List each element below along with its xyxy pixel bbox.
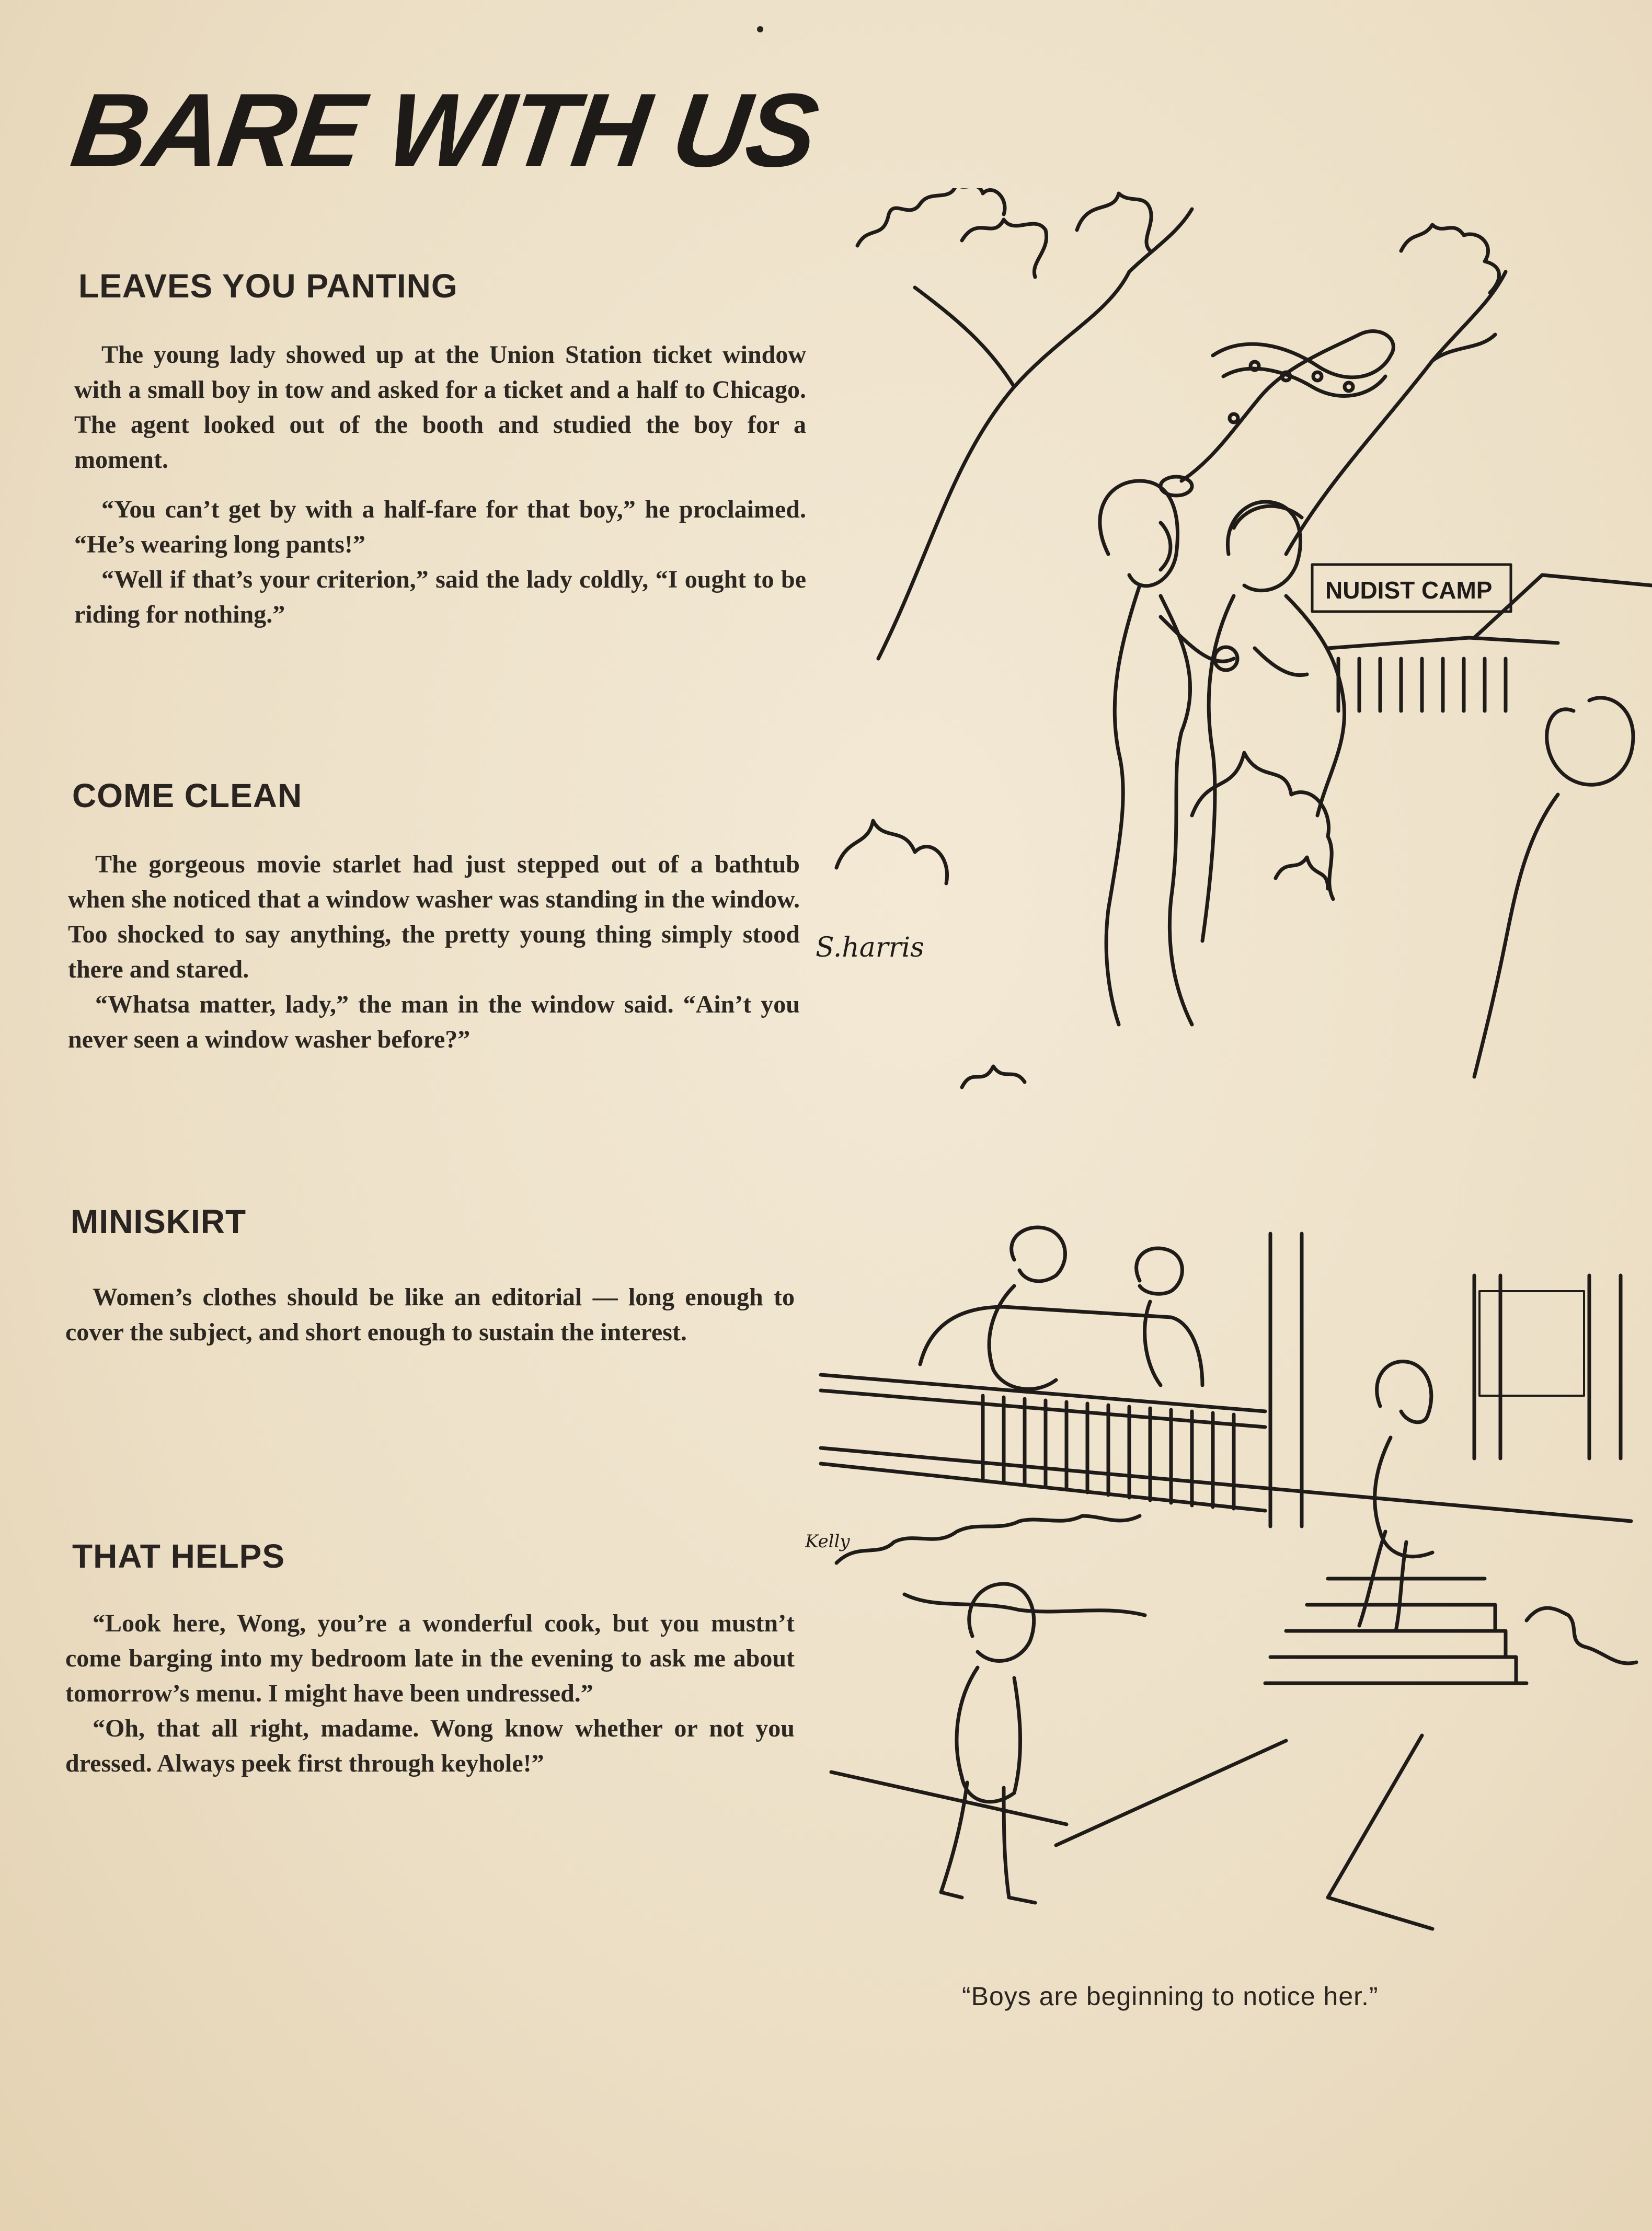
serpent-spot (1345, 383, 1353, 391)
man-on-porch (1137, 1248, 1183, 1294)
serpent-spot (1230, 414, 1238, 422)
paragraph: The gorgeous movie starlet had just stepped out of a bathtub when she noticed that a window washer was standing in the window. Too shocked to say anything, the pretty young thing simply stood there and stared. (68, 850, 800, 983)
ground-scribble (962, 1066, 1025, 1087)
article-that-helps (65, 1606, 795, 1781)
cartoon-signature: Kelly (805, 1531, 850, 1552)
hedge (836, 1516, 1140, 1563)
bush (836, 821, 947, 883)
porch-rail (821, 1464, 1265, 1511)
tree-branch (878, 272, 1129, 659)
cartoon-nudist-camp (816, 188, 1652, 1119)
hedge (904, 1594, 1145, 1615)
porch-step (1286, 1631, 1506, 1657)
woman-on-porch (989, 1286, 1056, 1389)
boy-legs (1004, 1788, 1035, 1903)
adam-body (1286, 596, 1345, 815)
railing-balusters (983, 1396, 1234, 1509)
serpent-spot (1251, 362, 1259, 370)
heading-miniskirt: MINISKIRT (71, 1203, 247, 1240)
foreground-figure (1547, 698, 1633, 785)
walkway (1056, 1741, 1286, 1845)
cartoon-caption: “Boys are beginning to notice her.” (962, 1982, 1379, 2011)
paragraph: Women’s clothes should be like an editorial — long enough to cover the subject, and short enough to sustain the interest. (65, 1283, 795, 1346)
walkway (1328, 1735, 1422, 1898)
tree-branch (1286, 272, 1506, 554)
eve-face (1161, 523, 1171, 570)
porch-step (1307, 1605, 1495, 1631)
girl-hair (1377, 1362, 1431, 1422)
paragraph: “Whatsa matter, lady,” the man in the window said. “Ain’t you never seen a window washer before?” (68, 991, 800, 1053)
tree-branch (915, 288, 1014, 387)
porch-floor (821, 1448, 1631, 1521)
print-speck (757, 26, 763, 32)
tree-branch (1129, 209, 1192, 272)
foreground-figure (1474, 795, 1558, 1077)
heading-leaves-you-panting: LEAVES YOU PANTING (78, 267, 458, 305)
tree-foliage (1401, 225, 1499, 293)
camp-fence (1328, 638, 1558, 648)
porch-rail (821, 1390, 1265, 1427)
paragraph: “Look here, Wong, you’re a wonderful cook, but you mustn’t come barging into my bedroom late in the evening to ask me about tomorrow’s menu. I might have been undressed.” (65, 1609, 795, 1707)
camp-sign-text: NUDIST CAMP (1325, 577, 1493, 604)
camp-roof (1474, 575, 1652, 638)
porch-rail (821, 1375, 1265, 1411)
heading-come-clean: COME CLEAN (72, 777, 303, 814)
tree-foliage (962, 220, 1047, 277)
serpent (1181, 331, 1393, 481)
eve-body (1106, 585, 1140, 1025)
serpent (1223, 369, 1385, 396)
tree-foliage (857, 188, 1005, 246)
paragraph: “Oh, that all right, madame. Wong know whether or not you dressed. Always peek first through keyhole!” (65, 1715, 795, 1777)
article-leaves-you-panting (74, 337, 806, 632)
article-miniskirt (65, 1280, 795, 1350)
woman-on-porch (1012, 1227, 1065, 1281)
boy-head (969, 1584, 1034, 1661)
tree-foliage (1077, 193, 1151, 251)
man-on-porch (1145, 1302, 1161, 1385)
bush (1276, 857, 1328, 889)
house-window (1479, 1291, 1584, 1396)
heading-that-helps: THAT HELPS (72, 1537, 285, 1575)
paragraph: “You can’t get by with a half-fare for that boy,” he proclaimed. “He’s wearing long pants!” (74, 496, 806, 558)
eve-body (1161, 596, 1192, 1025)
article-come-clean (68, 847, 800, 1057)
adam-arm (1255, 648, 1307, 675)
cartoon-signature: S.harris (816, 932, 924, 963)
cartoon-porch-scene (805, 1218, 1652, 1939)
walkway (1328, 1898, 1432, 1929)
page-title: BARE WITH US (65, 72, 823, 189)
porch-step (1270, 1657, 1516, 1683)
paragraph: The young lady showed up at the Union Station ticket window with a small boy in tow and asked for a ticket and a half to Chicago. The agent looked out of the booth and studied the boy for a moment. (74, 341, 806, 474)
walkway (831, 1772, 1066, 1824)
porch-swing (920, 1307, 1202, 1385)
paragraph: “Well if that’s your criterion,” said the lady coldly, “I ought to be riding for nothing.” (74, 566, 806, 628)
hedge (1527, 1608, 1636, 1663)
serpent-spot (1313, 372, 1322, 381)
